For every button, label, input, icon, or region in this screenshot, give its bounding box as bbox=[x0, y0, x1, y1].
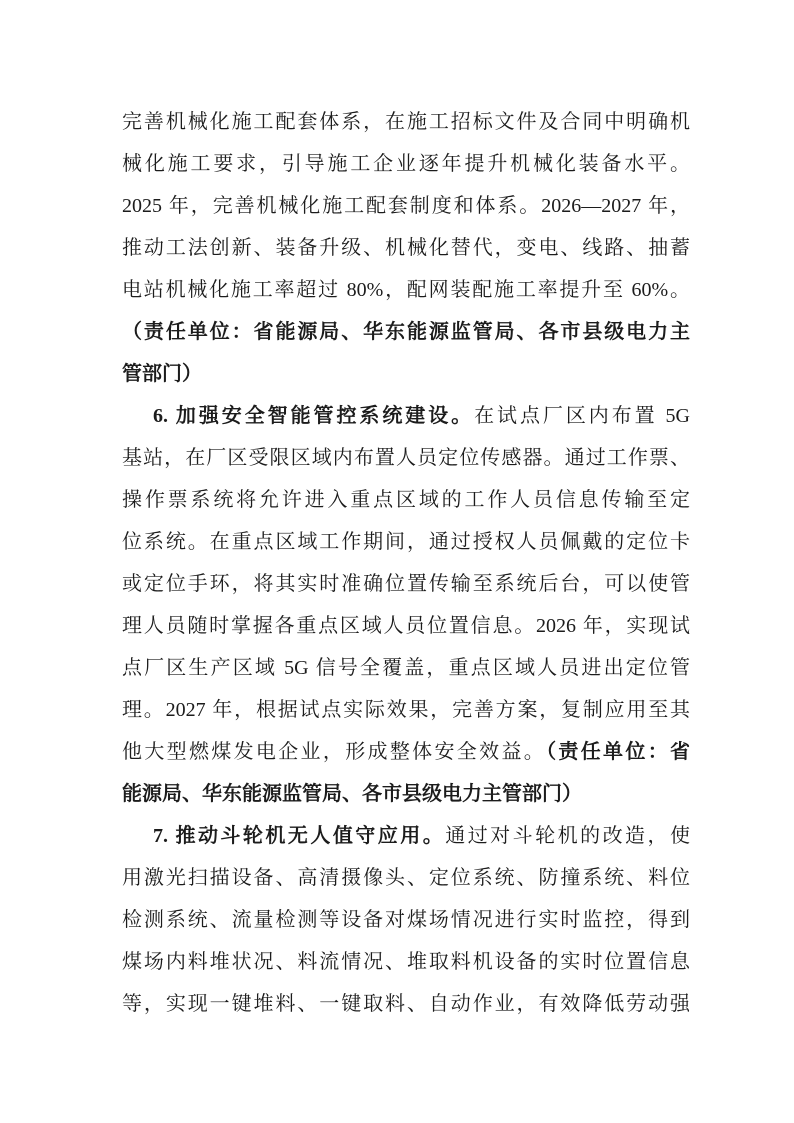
text-line bbox=[122, 185, 690, 227]
text-line bbox=[122, 227, 690, 269]
text-line bbox=[122, 563, 690, 605]
text-line bbox=[122, 143, 690, 185]
text-line bbox=[122, 269, 690, 311]
text-line bbox=[122, 983, 690, 1025]
text-line bbox=[122, 437, 690, 479]
body-text: 他大型燃煤发电企业，形成整体安全效益。 bbox=[122, 741, 547, 763]
body-text: 位系统。在重点区域工作期间，通过授权人员佩戴的定位卡 bbox=[122, 531, 690, 553]
body-text: 或定位手环，将其实时准确位置传输至系统后台，可以使管 bbox=[122, 573, 690, 595]
text-line bbox=[122, 101, 690, 143]
text-line bbox=[122, 857, 690, 899]
text-line bbox=[122, 815, 690, 857]
body-text: 通过对斗轮机的改造，使 bbox=[445, 825, 690, 847]
text-line bbox=[122, 689, 690, 731]
body-text: 用激光扫描设备、高清摄像头、定位系统、防撞系统、料位 bbox=[122, 867, 690, 889]
text-line bbox=[122, 731, 690, 773]
document-text-block bbox=[122, 101, 690, 1025]
text-line bbox=[122, 353, 690, 395]
text-line bbox=[122, 395, 690, 437]
body-text: 2025 年，完善机械化施工配套制度和体系。2026—2027 年， bbox=[122, 195, 690, 217]
body-text: 理。2027 年，根据试点实际效果，完善方案，复制应用至其 bbox=[122, 699, 690, 721]
body-text: 检测系统、流量检测等设备对煤场情况进行实时监控，得到 bbox=[122, 909, 690, 931]
body-text: 电站机械化施工率超过 80%，配网装配施工率提升至 60%。 bbox=[122, 279, 690, 301]
body-text: 点厂区生产区域 5G 信号全覆盖，重点区域人员进出定位管 bbox=[122, 657, 690, 679]
body-text: 理人员随时掌握各重点区域人员位置信息。2026 年，实现试 bbox=[122, 615, 690, 637]
text-line bbox=[122, 479, 690, 521]
responsibility-unit-text: （责任单位：省能源局、华东能源监管局、各市县级电力主 bbox=[122, 321, 690, 343]
text-line bbox=[122, 605, 690, 647]
text-line bbox=[122, 899, 690, 941]
body-text: 完善机械化施工配套体系，在施工招标文件及合同中明确机 bbox=[122, 111, 690, 133]
body-text: 推动工法创新、装备升级、机械化替代，变电、线路、抽蓄 bbox=[122, 237, 690, 259]
item-heading-text: 7. 推动斗轮机无人值守应用。 bbox=[153, 825, 446, 847]
body-text: 基站，在厂区受限区域内布置人员定位传感器。通过工作票、 bbox=[122, 447, 690, 469]
item-heading-text: 6. 加强安全智能管控系统建设。 bbox=[153, 405, 475, 427]
responsibility-unit-text: （责任单位：省 bbox=[546, 741, 690, 763]
text-line bbox=[122, 941, 690, 983]
body-text: 械化施工要求，引导施工企业逐年提升机械化装备水平。 bbox=[122, 153, 690, 175]
body-text: 煤场内料堆状况、料流情况、堆取料机设备的实时位置信息 bbox=[122, 951, 690, 973]
responsibility-unit-text: 管部门） bbox=[122, 363, 202, 385]
text-line bbox=[122, 773, 690, 815]
text-line bbox=[122, 647, 690, 689]
responsibility-unit-text: 能源局、华东能源监管局、各市县级电力主管部门） bbox=[122, 783, 582, 805]
text-line bbox=[122, 521, 690, 563]
text-line bbox=[122, 311, 690, 353]
body-text: 操作票系统将允许进入重点区域的工作人员信息传输至定 bbox=[122, 489, 690, 511]
body-text: 等，实现一键堆料、一键取料、自动作业，有效降低劳动强 bbox=[122, 993, 690, 1015]
body-text: 在试点厂区内布置 5G bbox=[474, 405, 690, 427]
